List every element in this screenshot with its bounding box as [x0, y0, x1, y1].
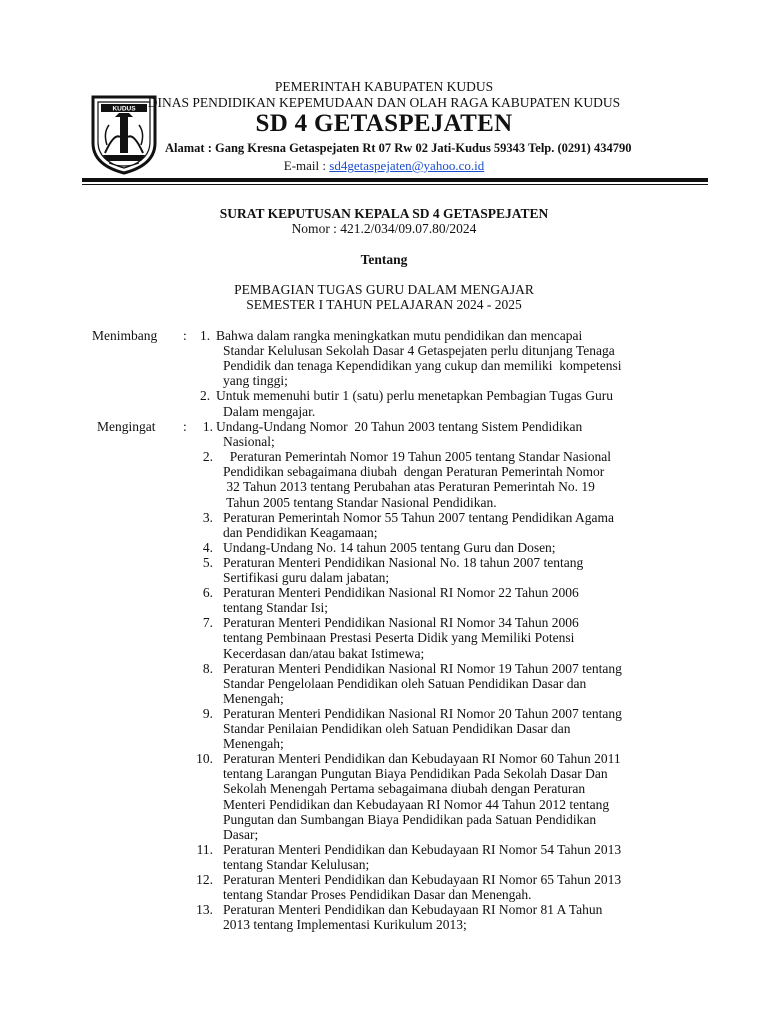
- menimbang-item-number: 1.: [200, 328, 211, 343]
- mengingat-item-text-line: tentang Standar Kelulusan;: [223, 856, 370, 872]
- decree-subject-line-1: PEMBAGIAN TUGAS GURU DALAM MENGAJAR: [234, 282, 534, 297]
- mengingat-item-text-line: Tahun 2005 tentang Standar Nasional Pendidikan.: [223, 494, 497, 510]
- menimbang-item-text-line: Untuk memenuhi butir 1 (satu) perlu menetapkan Pembagian Tugas Guru: [216, 388, 614, 404]
- mengingat-label: Mengingat: [97, 419, 156, 434]
- mengingat-item-number: 6.: [202, 585, 213, 601]
- mengingat-item-text-line: Dasar;: [223, 826, 259, 842]
- decree-about-label: Tentang: [360, 252, 408, 267]
- mengingat-item-text-line: Menengah;: [223, 736, 284, 752]
- mengingat-item-number: 9.: [202, 705, 213, 721]
- mengingat-item-text-line: Peraturan Menteri Pendidikan dan Kebudayaan RI Nomor 81 A Tahun: [223, 902, 603, 918]
- mengingat-item-text-line: dan Pendidikan Keagamaan;: [223, 524, 378, 540]
- mengingat-item-text-line: Peraturan Pemerintah Nomor 55 Tahun 2007 tentang Pendidikan Agama: [223, 509, 614, 525]
- mengingat-item-text-line: Peraturan Pemerintah Nomor 19 Tahun 2005 tentang Standar Nasional: [223, 449, 611, 465]
- mengingat-item-text-line: Peraturan Menteri Pendidikan Nasional RI Nomor 20 Tahun 2007 tentang: [223, 705, 622, 721]
- mengingat-item-number: 7.: [202, 615, 213, 631]
- mengingat-item-text-line: Sertifikasi guru dalam jabatan;: [223, 570, 390, 585]
- mengingat-item-text-line: tentang Standar Isi;: [223, 600, 328, 616]
- menimbang-item-text-line: Pendidik dan tenaga Kependidikan yang cukup dan memiliki kompetensi: [223, 358, 622, 374]
- mengingat-item-text-line: Standar Pengelolaan Pendidikan oleh Satuan Pendidikan Dasar dan: [223, 675, 587, 691]
- menimbang-item-number: 2.: [200, 388, 211, 404]
- mengingat-item-number: 1.: [202, 419, 213, 434]
- mengingat-item-number: 4.: [202, 539, 213, 555]
- mengingat-item-text-line: Menengah;: [223, 690, 284, 706]
- department-name: DINAS PENDIDIKAN KEPEMUDAAN DAN OLAH RAGA KABUPATEN KUDUS: [147, 95, 621, 110]
- mengingat-item-text-line: Undang-Undang No. 14 tahun 2005 tentang Guru dan Dosen;: [223, 539, 556, 555]
- mengingat-item-text-line: Sekolah Menengah Pertama sebagaimana diubah dengan Peraturan: [223, 781, 586, 797]
- email-line: [0, 158, 768, 174]
- mengingat-item-number: 10.: [196, 751, 213, 767]
- mengingat-item-number: 12.: [196, 872, 213, 887]
- mengingat-item-text-line: Peraturan Menteri Pendidikan dan Kebudayaan RI Nomor 60 Tahun 2011: [223, 751, 621, 767]
- menimbang-item-text-line: Standar Kelulusan Sekolah Dasar 4 Getaspejaten perlu ditunjang Tenaga: [223, 343, 615, 359]
- mengingat-item-text-line: Peraturan Menteri Pendidikan Nasional RI Nomor 19 Tahun 2007 tentang: [223, 660, 622, 676]
- mengingat-item-text-line: Peraturan Menteri Pendidikan dan Kebudayaan RI Nomor 54 Tahun 2013: [223, 841, 622, 857]
- mengingat-item-number: 2.: [202, 449, 213, 465]
- letterhead-rule-thick: [82, 178, 708, 182]
- mengingat-item-text-line: Peraturan Menteri Pendidikan Nasional RI Nomor 34 Tahun 2006: [223, 615, 579, 631]
- logo-lettering: KUDUS: [112, 105, 136, 113]
- mengingat-item-text-line: Undang-Undang Nomor 20 Tahun 2003 tentang Sistem Pendidikan: [216, 419, 583, 434]
- email-link[interactable]: sd4getaspejaten@yahoo.co.id: [329, 158, 485, 173]
- mengingat-colon: :: [183, 419, 187, 434]
- mengingat-item-text-line: 32 Tahun 2013 tentang Perubahan atas Peraturan Pemerintah No. 19: [223, 479, 595, 495]
- mengingat-item-text-line: Peraturan Menteri Pendidikan dan Kebudayaan RI Nomor 65 Tahun 2013: [223, 872, 622, 887]
- mengingat-item-number: 11.: [196, 841, 213, 857]
- menimbang-item-text-line: Dalam mengajar.: [223, 403, 316, 419]
- mengingat-item-number: 13.: [196, 902, 213, 918]
- school-name: SD 4 GETASPEJATEN: [255, 110, 513, 137]
- government-name: PEMERINTAH KABUPATEN KUDUS: [274, 79, 494, 94]
- menimbang-item-text-line: Bahwa dalam rangka meningkatkan mutu pendidikan dan mencapai: [216, 328, 583, 343]
- mengingat-item-text-line: Pendidikan sebagaimana diubah dengan Peraturan Pemerintah Nomor: [223, 464, 605, 480]
- mengingat-item-text-line: Peraturan Menteri Pendidikan Nasional RI Nomor 22 Tahun 2006: [223, 585, 579, 601]
- mengingat-item-text-line: Kecerdasan dan/atau bakat Istimewa;: [223, 645, 425, 661]
- school-address: Alamat : Gang Kresna Getaspejaten Rt 07 Rw 02 Jati-Kudus 59343 Telp. (0291) 434790: [165, 141, 632, 155]
- mengingat-item-number: 5.: [202, 554, 213, 570]
- mengingat-item-text-line: 2013 tentang Implementasi Kurikulum 2013;: [223, 917, 467, 933]
- mengingat-item-text-line: Standar Penilaian Pendidikan oleh Satuan Pendidikan Dasar dan: [223, 721, 571, 736]
- mengingat-item-text-line: Peraturan Menteri Pendidikan Nasional No. 18 tahun 2007 tentang: [223, 554, 584, 570]
- mengingat-item-text-line: tentang Larangan Pungutan Biaya Pendidikan Pada Sekolah Dasar Dan: [223, 766, 608, 782]
- mengingat-item-number: 3.: [202, 509, 213, 525]
- menimbang-colon: :: [183, 328, 187, 343]
- mengingat-item-number: 8.: [202, 660, 213, 676]
- decree-number: Nomor : 421.2/034/09.07.80/2024: [291, 221, 477, 236]
- mengingat-item-text-line: Menteri Pendidikan dan Kebudayaan RI Nomor 44 Tahun 2012 tentang: [223, 796, 610, 812]
- mengingat-item-text-line: Pungutan dan Sumbangan Biaya Pendidikan pada Satuan Pendidikan: [223, 811, 597, 827]
- decree-heading: SURAT KEPUTUSAN KEPALA SD 4 GETASPEJATEN: [219, 206, 549, 221]
- decree-subject-line-2: SEMESTER I TAHUN PELAJARAN 2024 - 2025: [246, 297, 522, 312]
- menimbang-item-text-line: yang tinggi;: [223, 373, 288, 389]
- email-label: E-mail :: [283, 158, 330, 173]
- mengingat-item-text-line: tentang Pembinaan Prestasi Peserta Didik yang Memiliki Potensi: [223, 630, 575, 646]
- letterhead-rule-thin: [82, 184, 708, 185]
- mengingat-item-text-line: tentang Standar Proses Pendidikan Dasar dan Menengah.: [223, 887, 532, 903]
- menimbang-label: Menimbang: [92, 328, 158, 343]
- mengingat-item-text-line: Nasional;: [223, 434, 275, 450]
